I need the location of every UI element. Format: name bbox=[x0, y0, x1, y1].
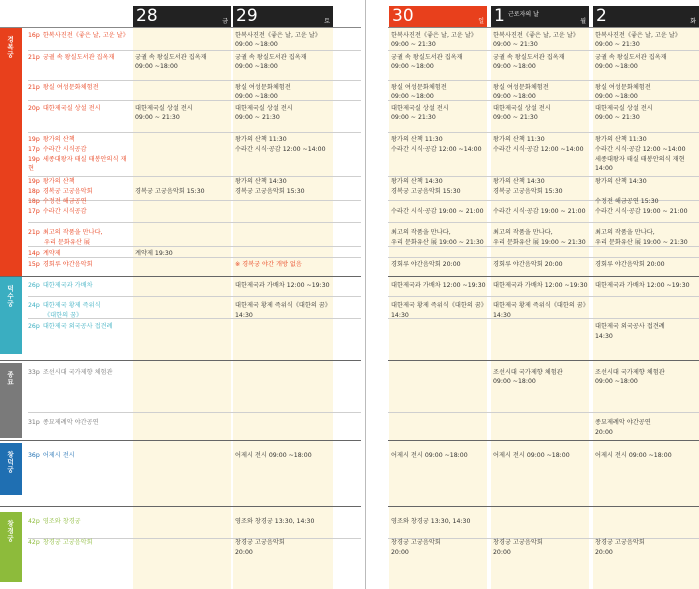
event-time: 09:00 ~18:00 bbox=[595, 93, 638, 100]
event-time: 우리 문화유산 展 19:00 ~ 21:30 bbox=[493, 239, 586, 246]
event-entry: 어제시 전시 09:00 ~18:00 bbox=[235, 452, 312, 459]
event-time: 09:00 ~ 21:30 bbox=[235, 114, 280, 121]
event-entry: 창경궁 고궁음악회 bbox=[235, 539, 285, 546]
event-time: 20:00 bbox=[391, 549, 409, 556]
event-time: 14:30 bbox=[493, 312, 511, 319]
event-time: 14:30 bbox=[235, 312, 253, 319]
event-entry: 수정전 해금공연 15:30 bbox=[595, 198, 659, 205]
day-header-2 bbox=[593, 6, 699, 27]
day-number: 1 bbox=[494, 6, 505, 26]
event-entry: 창경궁 고궁음악회 bbox=[493, 539, 543, 546]
program-label: 36p 어제시 전시 bbox=[28, 452, 75, 459]
event-entry: 대한제국과 가배차 12:00 ~19:30 bbox=[391, 282, 486, 289]
program-label: 24p 대한제국 황제 즉위식 bbox=[28, 302, 101, 309]
event-entry: 대한제국실 상설 전시 bbox=[595, 105, 653, 112]
event-entry: 대한제국과 가배차 12:00 ~19:30 bbox=[493, 282, 588, 289]
tab-changgyeonggung bbox=[0, 512, 22, 582]
event-time: 09:00 ~18:00 bbox=[493, 63, 536, 70]
program-label-cont: 우리 문화유산 展 bbox=[44, 239, 90, 246]
event-entry: 대한제국실 상설 전시 bbox=[391, 105, 449, 112]
event-entry: 궁궐 속 왕실도서관 집옥재 bbox=[493, 54, 565, 61]
event-entry: 경회루 야간음악회 20:00 bbox=[595, 261, 665, 268]
event-entry: 대한제국 황제 즉위식《대한의 꿈》 bbox=[391, 302, 487, 309]
event-entry: 한복사진전《좋은 날, 고운 날》 bbox=[595, 32, 681, 39]
event-time: 09:00 ~18:00 bbox=[391, 93, 434, 100]
event-entry: 수라간 시식·공감 19:00 ~ 21:00 bbox=[493, 208, 586, 215]
event-time: 20:00 bbox=[493, 549, 511, 556]
event-time: 09:00 ~18:00 bbox=[595, 63, 638, 70]
event-entry: 수라간 시식·공감 19:00 ~ 21:00 bbox=[595, 208, 688, 215]
program-label: 17p 수라간 시식공감 bbox=[28, 208, 87, 215]
event-entry: 최고의 작품을 만나다, bbox=[595, 229, 655, 236]
event-time: 우리 문화유산 展 19:00 ~ 21:30 bbox=[391, 239, 484, 246]
event-entry: 창경궁 고궁음악회 bbox=[391, 539, 441, 546]
event-entry: 왕실 여성문화체험전 bbox=[595, 84, 651, 91]
event-entry: 왕가의 산책 14:30 bbox=[493, 178, 545, 185]
event-entry: 궁궐 속 왕실도서관 집옥재 bbox=[135, 54, 207, 61]
event-entry: 대한제국실 상설 전시 bbox=[493, 105, 551, 112]
program-label: 20p 대한제국실 상설 전시 bbox=[28, 105, 101, 112]
event-entry: 대한제국과 가배차 12:00 ~19:30 bbox=[595, 282, 690, 289]
day-of-week: 일 bbox=[478, 18, 484, 25]
program-label: 17p 수라간 시식공감 bbox=[28, 146, 87, 153]
event-entry: 대한제국 황제 즉위식《대한의 꿈》 bbox=[493, 302, 589, 309]
event-entry: 한복사진전《좋은 날, 고운 날》 bbox=[493, 32, 579, 39]
event-time: 09:00 ~18:00 bbox=[391, 63, 434, 70]
event-entry: 왕가의 산책 11:30 bbox=[595, 136, 647, 143]
event-entry: 어제시 전시 09:00 ~18:00 bbox=[493, 452, 570, 459]
event-entry: 조선시대 국가제향 체험관 bbox=[493, 369, 563, 376]
program-label: 19p 세종대왕자 태실 태봉안의식 재현 bbox=[28, 156, 127, 172]
event-entry: 왕가의 산책 11:30 bbox=[493, 136, 545, 143]
day-number: 28 bbox=[136, 6, 158, 26]
notice-text: ※ 경복궁 야간 개방 없음 bbox=[235, 261, 302, 268]
header-rule bbox=[0, 27, 699, 28]
event-entry: 궁궐 속 왕실도서관 집옥재 bbox=[391, 54, 463, 61]
event-entry: 수라간 시식·공감 12:00 ~14:00 bbox=[595, 146, 686, 153]
event-entry: 대한제국 황제 즉위식《대한의 꿈》 bbox=[235, 302, 331, 309]
event-time: 09:00 ~ 21:30 bbox=[493, 114, 538, 121]
event-entry: 왕실 여성문화체험전 bbox=[391, 84, 447, 91]
day-header-29 bbox=[233, 6, 333, 27]
event-entry: 왕가의 산책 14:30 bbox=[235, 178, 287, 185]
event-entry: 궁궐 속 왕실도서관 집옥재 bbox=[595, 54, 667, 61]
event-entry: 대한제국실 상설 전시 bbox=[235, 105, 293, 112]
event-time: 09:00 ~ 21:30 bbox=[135, 114, 180, 121]
event-entry: 최고의 작품을 만나다, bbox=[391, 229, 451, 236]
tab-jongmyo bbox=[0, 363, 22, 438]
tab-label: 덕수궁 bbox=[6, 285, 14, 308]
event-entry: 최고의 작품을 만나다, bbox=[493, 229, 553, 236]
event-entry: 경복궁 고궁음악회 15:30 bbox=[135, 188, 205, 195]
day-header-30 bbox=[389, 6, 487, 27]
program-label: 14p 계약제 bbox=[28, 250, 61, 257]
event-entry: 창경궁 고궁음악회 bbox=[595, 539, 645, 546]
day-of-week: 화 bbox=[690, 18, 696, 25]
event-time: 09:00 ~18:00 bbox=[493, 378, 536, 385]
event-entry: 영조와 창경궁 13:30, 14:30 bbox=[235, 518, 315, 525]
tab-deoksugung bbox=[0, 277, 22, 354]
program-label: 33p 조선시대 국가제향 체험관 bbox=[28, 369, 113, 376]
tab-changdeokgung bbox=[0, 443, 22, 495]
program-label: 19p 왕가의 산책 bbox=[28, 136, 75, 143]
event-entry: 수라간 시식·공감 19:00 ~ 21:00 bbox=[391, 208, 484, 215]
event-time: 09:00 ~ 21:30 bbox=[493, 41, 538, 48]
program-label: 16p 한복사진전《좋은 날, 고운 날》 bbox=[28, 32, 129, 39]
event-time: 09:00 ~18:00 bbox=[235, 93, 278, 100]
event-entry: 어제시 전시 09:00 ~18:00 bbox=[391, 452, 468, 459]
page-fold bbox=[365, 0, 366, 589]
program-label: 26p 대한제국 외국공사 접견례 bbox=[28, 323, 113, 330]
event-entry: 수라간 시식·공감 12:00 ~14:00 bbox=[493, 146, 584, 153]
event-time: 20:00 bbox=[595, 549, 613, 556]
program-label: 21p 최고의 작품을 만나다, bbox=[28, 229, 103, 236]
section-divider bbox=[0, 506, 699, 507]
event-entry: 세종대왕자 태실 태봉안의식 재현 bbox=[595, 156, 685, 163]
tab-label: 창경궁 bbox=[6, 520, 14, 543]
event-time: 09:00 ~ 21:30 bbox=[595, 41, 640, 48]
event-time: 09:00 ~18:00 bbox=[235, 63, 278, 70]
program-label: 19p 왕가의 산책 bbox=[28, 178, 75, 185]
day-number: 29 bbox=[236, 6, 258, 26]
program-label: 18p 수정전 해금공연 bbox=[28, 198, 87, 205]
event-entry: 수라간 시식·공감 12:00 ~14:00 bbox=[235, 146, 326, 153]
section-divider bbox=[0, 440, 699, 441]
day-of-week: 월 bbox=[580, 18, 586, 25]
section-divider bbox=[0, 360, 699, 361]
day-header-1 bbox=[491, 6, 589, 27]
event-time: 09:00 ~18:00 bbox=[595, 378, 638, 385]
program-label: 42p 영조와 창경궁 bbox=[28, 518, 81, 525]
day-header-28 bbox=[133, 6, 231, 27]
event-entry: 왕가의 산책 11:30 bbox=[391, 136, 443, 143]
program-label: 21p 궁궐 속 왕실도서관 집옥재 bbox=[28, 54, 115, 61]
event-time: 09:00 ~ 21:30 bbox=[391, 41, 436, 48]
program-label: 42p 창경궁 고궁음악회 bbox=[28, 539, 93, 546]
day-of-week: 금 bbox=[222, 18, 228, 25]
tab-label: 종묘 bbox=[6, 371, 14, 386]
program-label: 18p 경복궁 고궁음악회 bbox=[28, 188, 93, 195]
tab-gyeongbokgung bbox=[0, 28, 22, 276]
event-time: 09:00 ~18:00 bbox=[135, 63, 178, 70]
event-time: 20:00 bbox=[595, 429, 613, 436]
event-entry: 한복사진전《좋은 날, 고운 날》 bbox=[235, 32, 321, 39]
event-time: 우리 문화유산 展 19:00 ~ 21:30 bbox=[595, 239, 688, 246]
event-entry: 왕실 여성문화체험전 bbox=[235, 84, 291, 91]
event-entry: 왕실 여성문화체험전 bbox=[493, 84, 549, 91]
event-entry: 대한제국과 가배차 12:00 ~19:30 bbox=[235, 282, 330, 289]
event-time: 09:00 ~18:00 bbox=[493, 93, 536, 100]
tab-label: 경복궁 bbox=[6, 36, 14, 59]
event-time: 20:00 bbox=[235, 549, 253, 556]
day-number: 30 bbox=[392, 6, 414, 26]
event-entry: 수라간 시식·공감 12:00 ~14:00 bbox=[391, 146, 482, 153]
section-divider bbox=[0, 276, 699, 277]
event-entry: 대한제국 외국공사 접견례 bbox=[595, 323, 665, 330]
event-entry: 대한제국실 상설 전시 bbox=[135, 105, 193, 112]
event-time: 09:00 ~18:00 bbox=[235, 41, 278, 48]
event-entry: 왕가의 산책 11:30 bbox=[235, 136, 287, 143]
event-entry: 종묘제례악 야간공연 bbox=[595, 419, 651, 426]
event-entry: 경회루 야간음악회 20:00 bbox=[493, 261, 563, 268]
program-label: 31p 종묘제례악 야간공연 bbox=[28, 419, 99, 426]
event-time: 09:00 ~ 21:30 bbox=[391, 114, 436, 121]
event-entry: 왕가의 산책 14:30 bbox=[595, 178, 647, 185]
program-label: 26p 대한제국과 가배차 bbox=[28, 282, 93, 289]
event-entry: 한복사진전《좋은 날, 고운 날》 bbox=[391, 32, 477, 39]
event-entry: 경복궁 고궁음악회 15:30 bbox=[391, 188, 461, 195]
program-label: 15p 경회루 야간음악회 bbox=[28, 261, 93, 268]
event-time: 14:30 bbox=[595, 333, 613, 340]
event-entry: 경복궁 고궁음악회 15:30 bbox=[235, 188, 305, 195]
event-entry: 왕가의 산책 14:30 bbox=[391, 178, 443, 185]
event-entry: 경회루 야간음악회 20:00 bbox=[391, 261, 461, 268]
event-entry: 계약제 19:30 bbox=[135, 250, 173, 257]
event-entry: 어제시 전시 09:00 ~18:00 bbox=[595, 452, 672, 459]
tab-label: 창덕궁 bbox=[6, 451, 14, 474]
event-entry: 영조와 창경궁 13:30, 14:30 bbox=[391, 518, 471, 525]
event-time: 09:00 ~ 21:30 bbox=[595, 114, 640, 121]
day-of-week: 토 bbox=[324, 18, 330, 25]
holiday-label: 근로자의 날 bbox=[508, 11, 539, 18]
event-entry: 조선시대 국가제향 체험관 bbox=[595, 369, 665, 376]
event-entry: 궁궐 속 왕실도서관 집옥재 bbox=[235, 54, 307, 61]
program-label-cont: 《대한의 꿈》 bbox=[44, 312, 83, 319]
day-number: 2 bbox=[596, 6, 607, 26]
event-time: 14:00 bbox=[595, 165, 613, 172]
event-entry: 경복궁 고궁음악회 15:30 bbox=[493, 188, 563, 195]
program-label: 21p 왕실 여성문화체험전 bbox=[28, 84, 99, 91]
event-time: 14:30 bbox=[391, 312, 409, 319]
